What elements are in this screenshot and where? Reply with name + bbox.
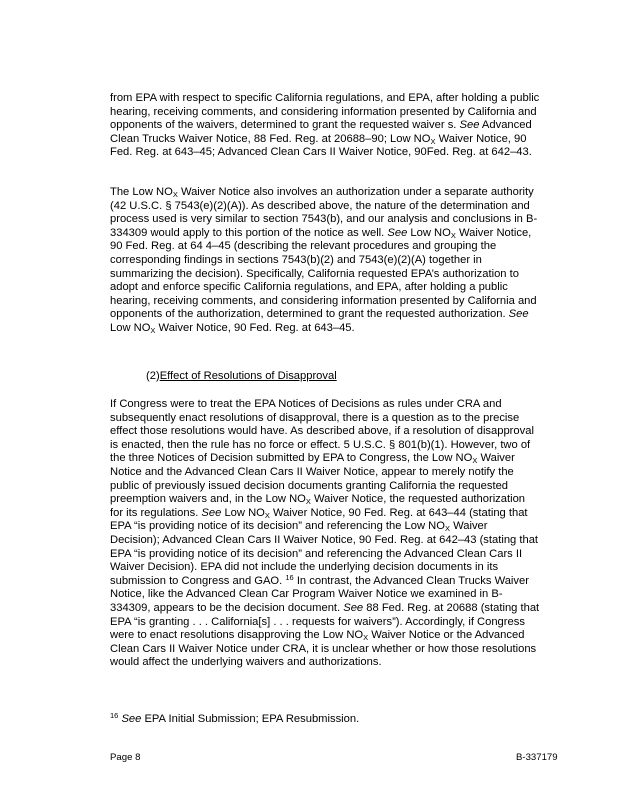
section-number: (2) — [146, 370, 160, 382]
document-id: B-337179 — [516, 752, 558, 763]
footnote-text: EPA Initial Submission; EPA Resubmission. — [144, 713, 360, 725]
footnote-number: 16 — [110, 711, 119, 720]
section-title: Effect of Resolutions of Disapproval — [159, 370, 337, 382]
footnote-16 — [110, 713, 359, 727]
paragraph-effect-of-resolutions: If Congress were to treat the EPA Notices of Decisions as rules under CRA and subsequently enact resolutions of disapproval, there is a question as to the precise effect those resolutions would have. As described above, if a resolution of disapproval is enacted, then the rule has no force or effect. 5 U.S.C. § 801(b)(1). However, two of the three Notices of Decision submitted by EPA to Congress, the Low $NO_X$ Waiver Notice and the Advanced Clean Cars II Waiver Notice, appear to merely notify the public of previously issued decision documents granting California the requested preemption waivers and, in the Low $NO_X$ Waiver Notice, the requested authorization for its regulations. See Low $NO_X$ Waiver Notice, 90 Fed. Reg. at 643–44 (stating that EPA “is providing notice of its decision” and referencing the Low $NO_X$ Waiver Decision); Advanced Clean Cars II Waiver Notice, 90 Fed. Reg. at 642–43 (stating that EPA “is providing notice of its decision” and referencing the Advanced Clean Cars II Waiver Decision). EPA did not include the underlying decision documents in its submission to Congress and GAO. $^{16}$ In contrast, the Advanced Clean Trucks Waiver Notice, like the Advanced Clean Car Program Waiver Notice we examined in B-334309, appears to be the decision document. See 88 Fed. Reg. at 20688 (stating that EPA “is granting . . . California[s] . . . requests for waivers”). Accordingly, if Congress were to enact resolutions disapproving the Low $NO_X$ Waiver Notice or the Advanced Clean Cars II Waiver Notice under CRA, it is unclear whether or how those resolutions would affect the underlying waivers and authorizations. — [110, 398, 540, 669]
footnote-reference: 16 — [285, 572, 294, 582]
paragraph-waivers-granted: from EPA with respect to specific California regulations, and EPA, after holding a public hearing, receiving comments, and considering information presented by California and opponents of the waivers, determined to grant the requested waiver s. See Advanced Clean Trucks Waiver Notice, 88 Fed. Reg. at 20688–90; Low $NO_X$ Waiver Notice, 90 Fed. Reg. at 643–45; Advanced Clean Cars II Waiver Notice, 90Fed. Reg. at 642–43. — [110, 92, 540, 159]
footnote-see: See — [121, 713, 142, 725]
page-number: Page 8 — [110, 752, 141, 763]
section-heading — [146, 370, 337, 384]
paragraph-low-nox-authorization: The Low $NO_X$ Waiver Notice also involves an authorization under a separate authority (42 U.S.C. § 7543(e)(2)(A)). As described above, the nature of the determination and process used is very similar to section 7543(b), and our analysis and conclusions in B-334309 would apply to this portion of the notice as well. See Low $NO_X$ Waiver Notice, 90 Fed. Reg. at 64 4–45 (describing the relevant procedures and grouping the corresponding findings in sections 7543(b)(2) and 7543(e)(2)(A) together in summarizing the decision). Specifically, California requested EPA’s authorization to adopt and enforce specific California regulations, and EPA, after holding a public hearing, receiving comments, and considering information presented by California and opponents of the authorization, determined to grant the requested authorization. See Low $NO_X$ Waiver Notice, 90 Fed. Reg. at 643–45. — [110, 186, 538, 335]
